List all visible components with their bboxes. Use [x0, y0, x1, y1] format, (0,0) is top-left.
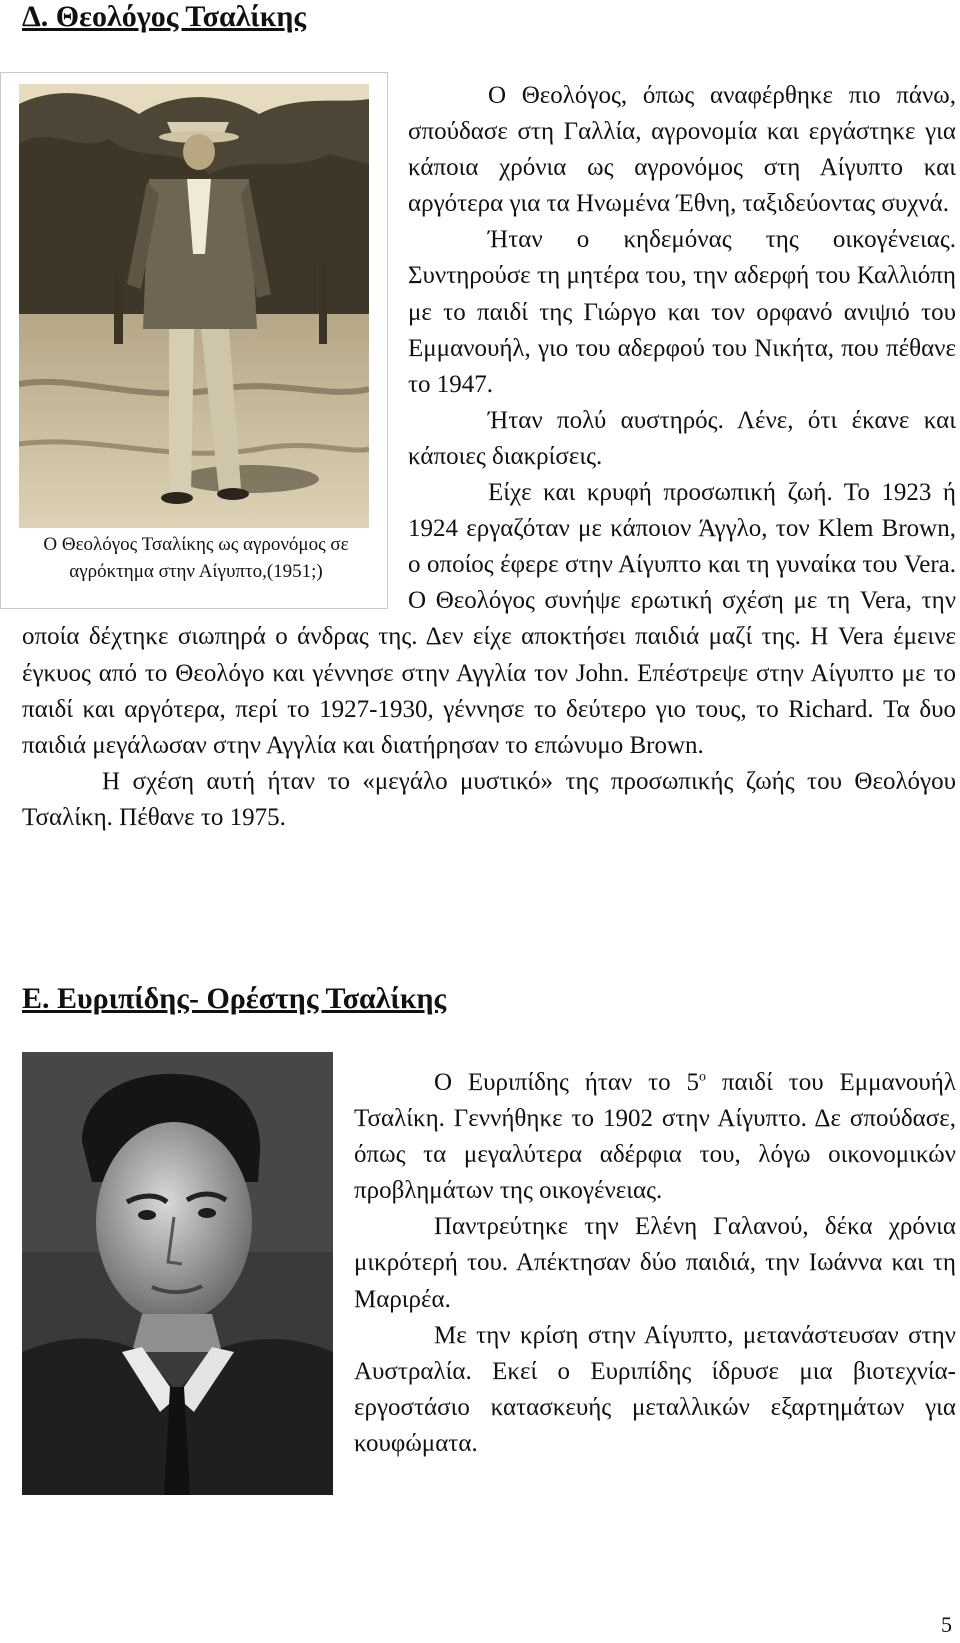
- section-d-heading: Δ. Θεολόγος Τσαλίκης: [22, 0, 307, 33]
- paragraph: Ο Θεολόγος, όπως αναφέρθηκε πιο πάνω, σπούδασε στη Γαλλία, αγρονομία και εργάστηκε για κάποια χρόνια ως αγρονόμος στη Αίγυπτο και αργότερα για τα Ηνωμένα Έθνη, ταξιδεύοντας συχνά.: [408, 82, 956, 218]
- section-d-body: [22, 78, 956, 836]
- page-number: 5: [941, 1612, 952, 1637]
- paragraph: Παντρεύτηκε την Ελένη Γαλανού, δέκα χρόνια μικρότερή του. Απέκτησαν δύο παιδιά, την Ιωάννα και τη Μαριρέα.: [354, 1213, 956, 1313]
- paragraph: Ήταν πολύ αυστηρός. Λένε, ότι έκανε και κάποιες διακρίσεις.: [408, 406, 956, 470]
- paragraph: Η σχέση αυτή ήταν το «μεγάλο μυστικό» της προσωπικής ζωής του Θεολόγου Τσαλίκη. Πέθανε το 1975.: [22, 767, 956, 831]
- figure-caption: Ο Θεολόγος Τσαλίκης ως αγρονόμος σε αγρόκτημα στην Αίγυπτο,(1951;): [43, 534, 349, 582]
- paragraph-text: παιδί του Εμμανουήλ Τσαλίκη. Γεννήθηκε το 1902 στην Αίγυπτο. Δε σπούδασε, όπως τα μεγαλύτερα αδέρφια του, λόγω οικονομικών προβλημάτων της οικογένειας.: [354, 1069, 956, 1205]
- figure-float-spacer: [22, 78, 408, 614]
- figure-float-spacer: [22, 1065, 354, 1518]
- paragraph: Με την κρίση στην Αίγυπτο, μετανάστευσαν στην Αυστραλία. Εκεί ο Ευριπίδης ίδρυσε μια βιοτεχνία-εργοστάσιο κατασκευής μεταλλικών εξαρτημάτων για κουφώματα.: [354, 1321, 956, 1457]
- paragraph: Είχε και κρυφή προσωπική ζωή. Το 1923 ή 1924 εργαζόταν με κάποιον Άγγλο, τον Klem Brown, ο οποίος έφερε στην Αίγυπτο και τη γυναίκα του Vera. Ο Θεολόγος συνήψε ερωτική σχέση με τη Vera, την οποία δέχτηκε σιωπηρά ο άνδρας της. Δεν είχε αποκτήσει παιδιά μαζί της. Η Vera έμεινε έγκυος από το Θεολόγο και γέννησε στην Αγγλία τον John. Επέστρεψε στην Αίγυπτο με το παιδί και αργότερα, περί το 1927-1930, γέννησε το δεύτερο γιο τους, το Richard. Τα δυο παιδιά μεγάλωσαν στην Αγγλία και διατήρησαν το επώνυμο Brown.: [22, 479, 956, 759]
- paragraph-text: Ο Ευριπίδης ήταν το 5: [434, 1069, 699, 1096]
- section-e-body: [22, 1065, 956, 1518]
- paragraph: Ήταν ο κηδεμόνας της οικογένειας. Συντηρούσε τη μητέρα του, την αδερφή του Καλλιόπη με το παιδί της Γιώργο και τον ορφανό ανιψιό του Εμμανουήλ, γιο του αδερφού του Νικήτα, που πέθανε το 1947.: [408, 226, 956, 398]
- superscript: ο: [699, 1069, 706, 1085]
- section-e-heading: Ε. Ευριπίδης- Ορέστης Τσαλίκης: [22, 982, 447, 1015]
